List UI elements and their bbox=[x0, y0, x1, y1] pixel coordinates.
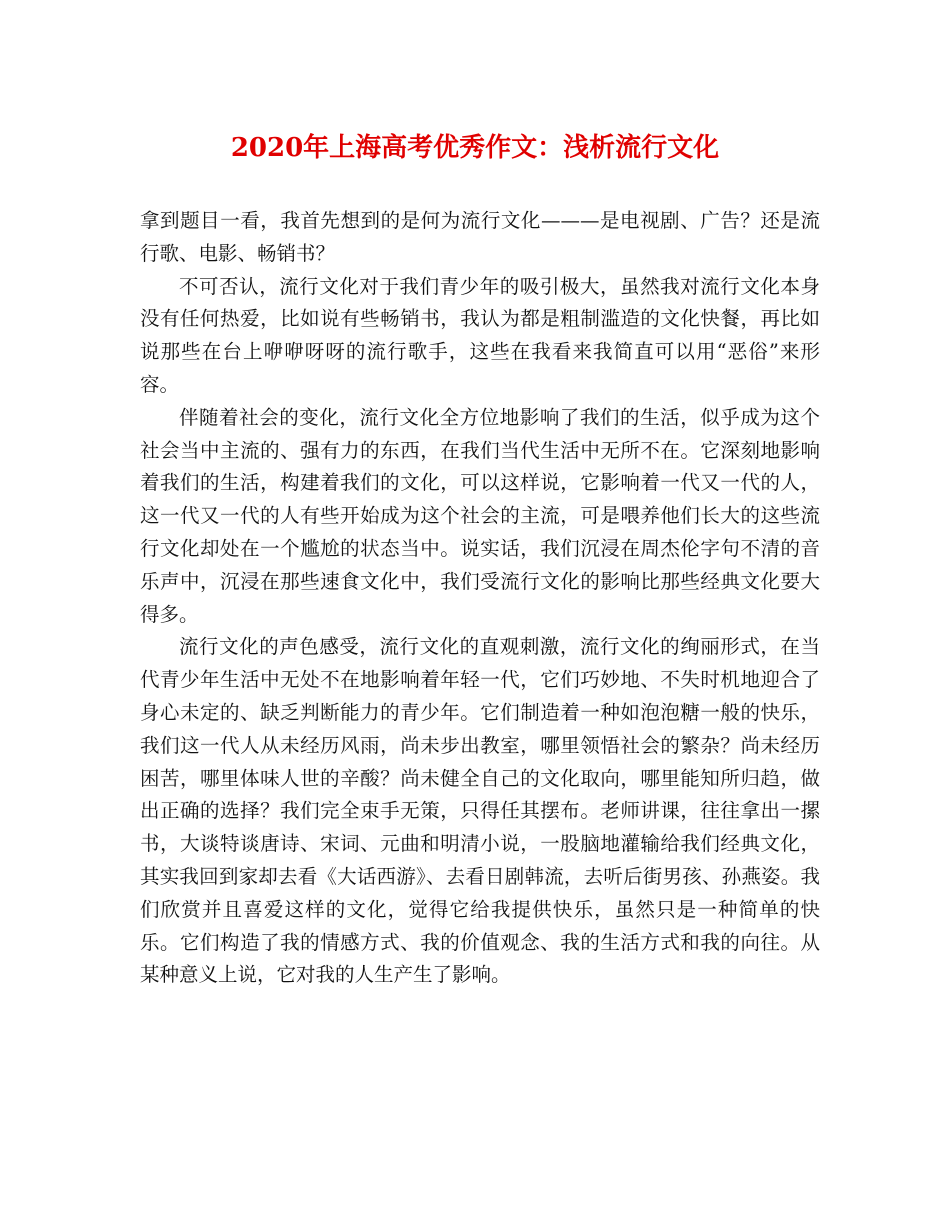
document-title: 2020年上海高考优秀作文：浅析流行文化 bbox=[230, 133, 720, 163]
paragraph-1: 拿到题目一看，我首先想到的是何为流行文化———是电视剧、广告？还是流行歌、电影、畅销书？ bbox=[140, 209, 820, 265]
paragraph-4: 流行文化的声色感受，流行文化的直观刺激，流行文化的绚丽形式，在当代青少年生活中无处不在地影响着年轻一代，它们巧妙地、不失时机地迎合了身心未定的、缺乏判断能力的青少年。它们制造着一种如泡泡糖一般的快乐，我们这一代人从未经历风雨，尚未步出教室，哪里领悟社会的繁杂？尚未经历困苦，哪里体味人世的辛酸？尚未健全自己的文化取向，哪里能知所归趋，做出正确的选择？我们完全束手无策，只得任其摆布。老师讲课，往往拿出一摞书，大谈特谈唐诗、宋词、元曲和明清小说，一股脑地灌输给我们经典文化，其实我回到家却去看《大话西游》、去看日剧韩流，去听后街男孩、孙燕姿。我们欣赏并且喜爱这样的文化，觉得它给我提供快乐，虽然只是一种简单的快乐。它们构造了我的情感方式、我的价值观念、我的生活方式和我的向往。从某种意义上说，它对我的人生产生了影响。 bbox=[140, 635, 820, 987]
paragraph-2: 不可否认，流行文化对于我们青少年的吸引极大，虽然我对流行文化本身没有任何热爱，比如说有些畅销书，我认为都是粗制滥造的文化快餐，再比如说那些在台上咿咿呀呀的流行歌手，这些在我看来我简直可以用“恶俗”来形容。 bbox=[140, 274, 820, 396]
document-body bbox=[140, 205, 820, 992]
paragraph-3: 伴随着社会的变化，流行文化全方位地影响了我们的生活，似乎成为这个社会当中主流的、强有力的东西，在我们当代生活中无所不在。它深刻地影响着我们的生活，构建着我们的文化，可以这样说，它影响着一代又一代的人，这一代又一代的人有些开始成为这个社会的主流，可是喂养他们长大的这些流行文化却处在一个尴尬的状态当中。说实话，我们沉浸在周杰伦字句不清的音乐声中，沉浸在那些速食文化中，我们受流行文化的影响比那些经典文化要大得多。 bbox=[140, 405, 820, 626]
